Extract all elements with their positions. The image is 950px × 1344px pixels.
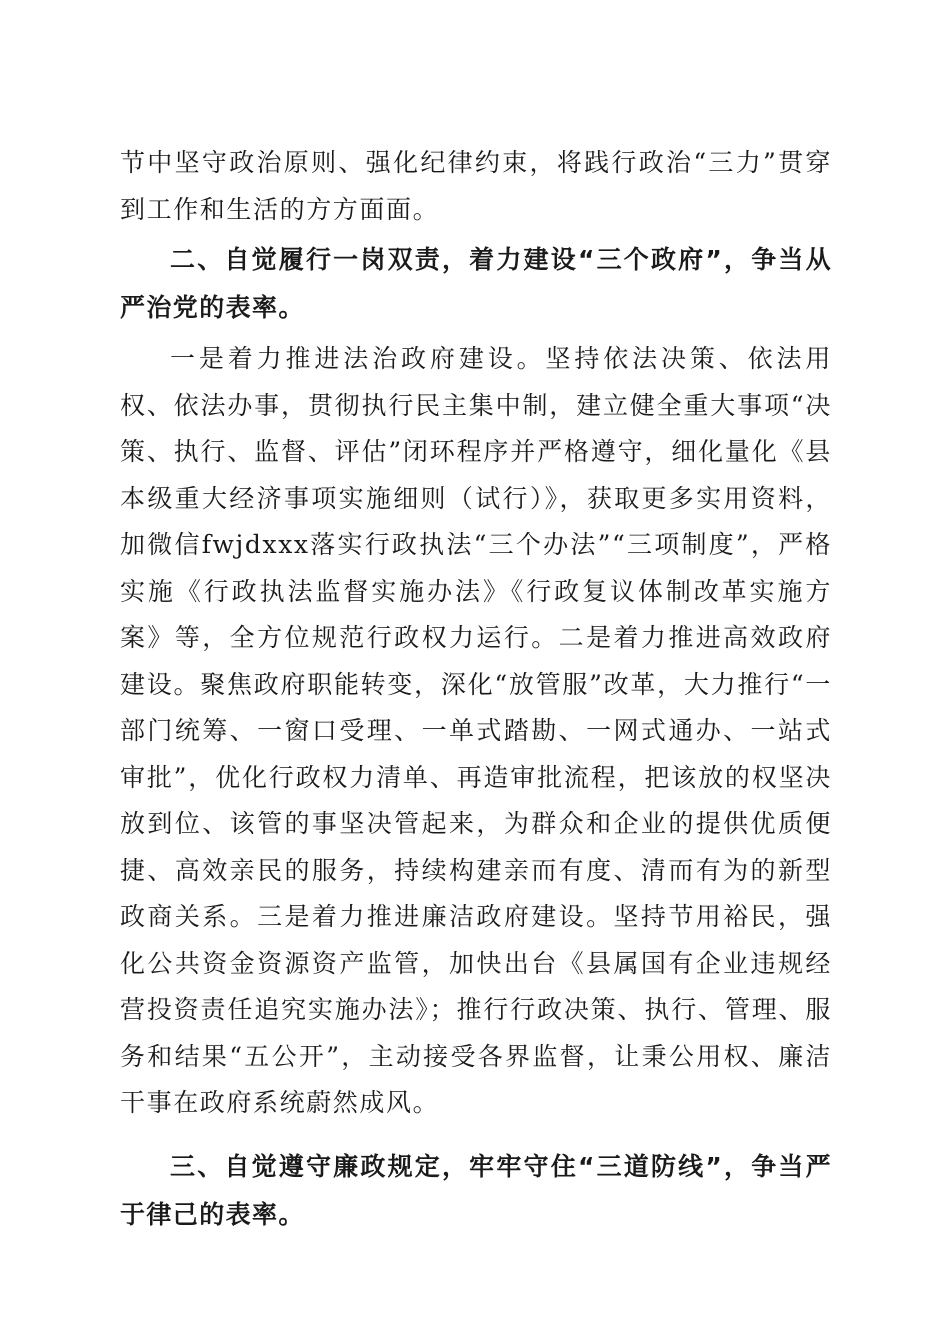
- document-body: [120, 140, 832, 1239]
- paragraph-continuation: 节中坚守政治原则、强化纪律约束，将践行政治“三力”贯穿到工作和生活的方方面面。: [120, 148, 832, 224]
- section-heading-2: 二、自觉履行一岗双责，着力建设“三个政府”，争当从严治党的表率。: [120, 245, 832, 322]
- paragraph-section-2-body: 一是着力推进法治政府建设。坚持依法决策、依法用权、依法办事，贯彻执行民主集中制，建立健全重大事项“决策、执行、监督、评估”闭环程序并严格遵守，细化量化《县本级重大经济事项实施细则（试行）》，获取更多实用资料，加微信fwjdxxx落实行政执法“三个办法”“三项制度”，严格实施《行政执法监督实施办法》《行政复议体制改革实施方案》等，全方位规范行政权力运行。二是着力推进高效政府建设。聚焦政府职能转变，深化“放管服”改革，大力推行“一部门统筹、一窗口受理、一单式踏勘、一网式通办、一站式审批”，优化行政权力清单、再造审批流程，把该放的权坚决放到位、该管的事坚决管起来，为群众和企业的提供优质便捷、高效亲民的服务，持续构建亲而有度、清而有为的新型政商关系。三是着力推进廉洁政府建设。坚持节用裕民，强化公共资金资源资产监管，加快出台《县属国有企业违规经营投资责任追究实施办法》；推行行政决策、执行、管理、服务和结果“五公开”，主动接受各界监督，让秉公用权、廉洁干事在政府系统蔚然成风。: [120, 344, 832, 1117]
- section-heading-3: 三、自觉遵守廉政规定，牢牢守住“三道防线”，争当严于律己的表率。: [120, 1151, 832, 1229]
